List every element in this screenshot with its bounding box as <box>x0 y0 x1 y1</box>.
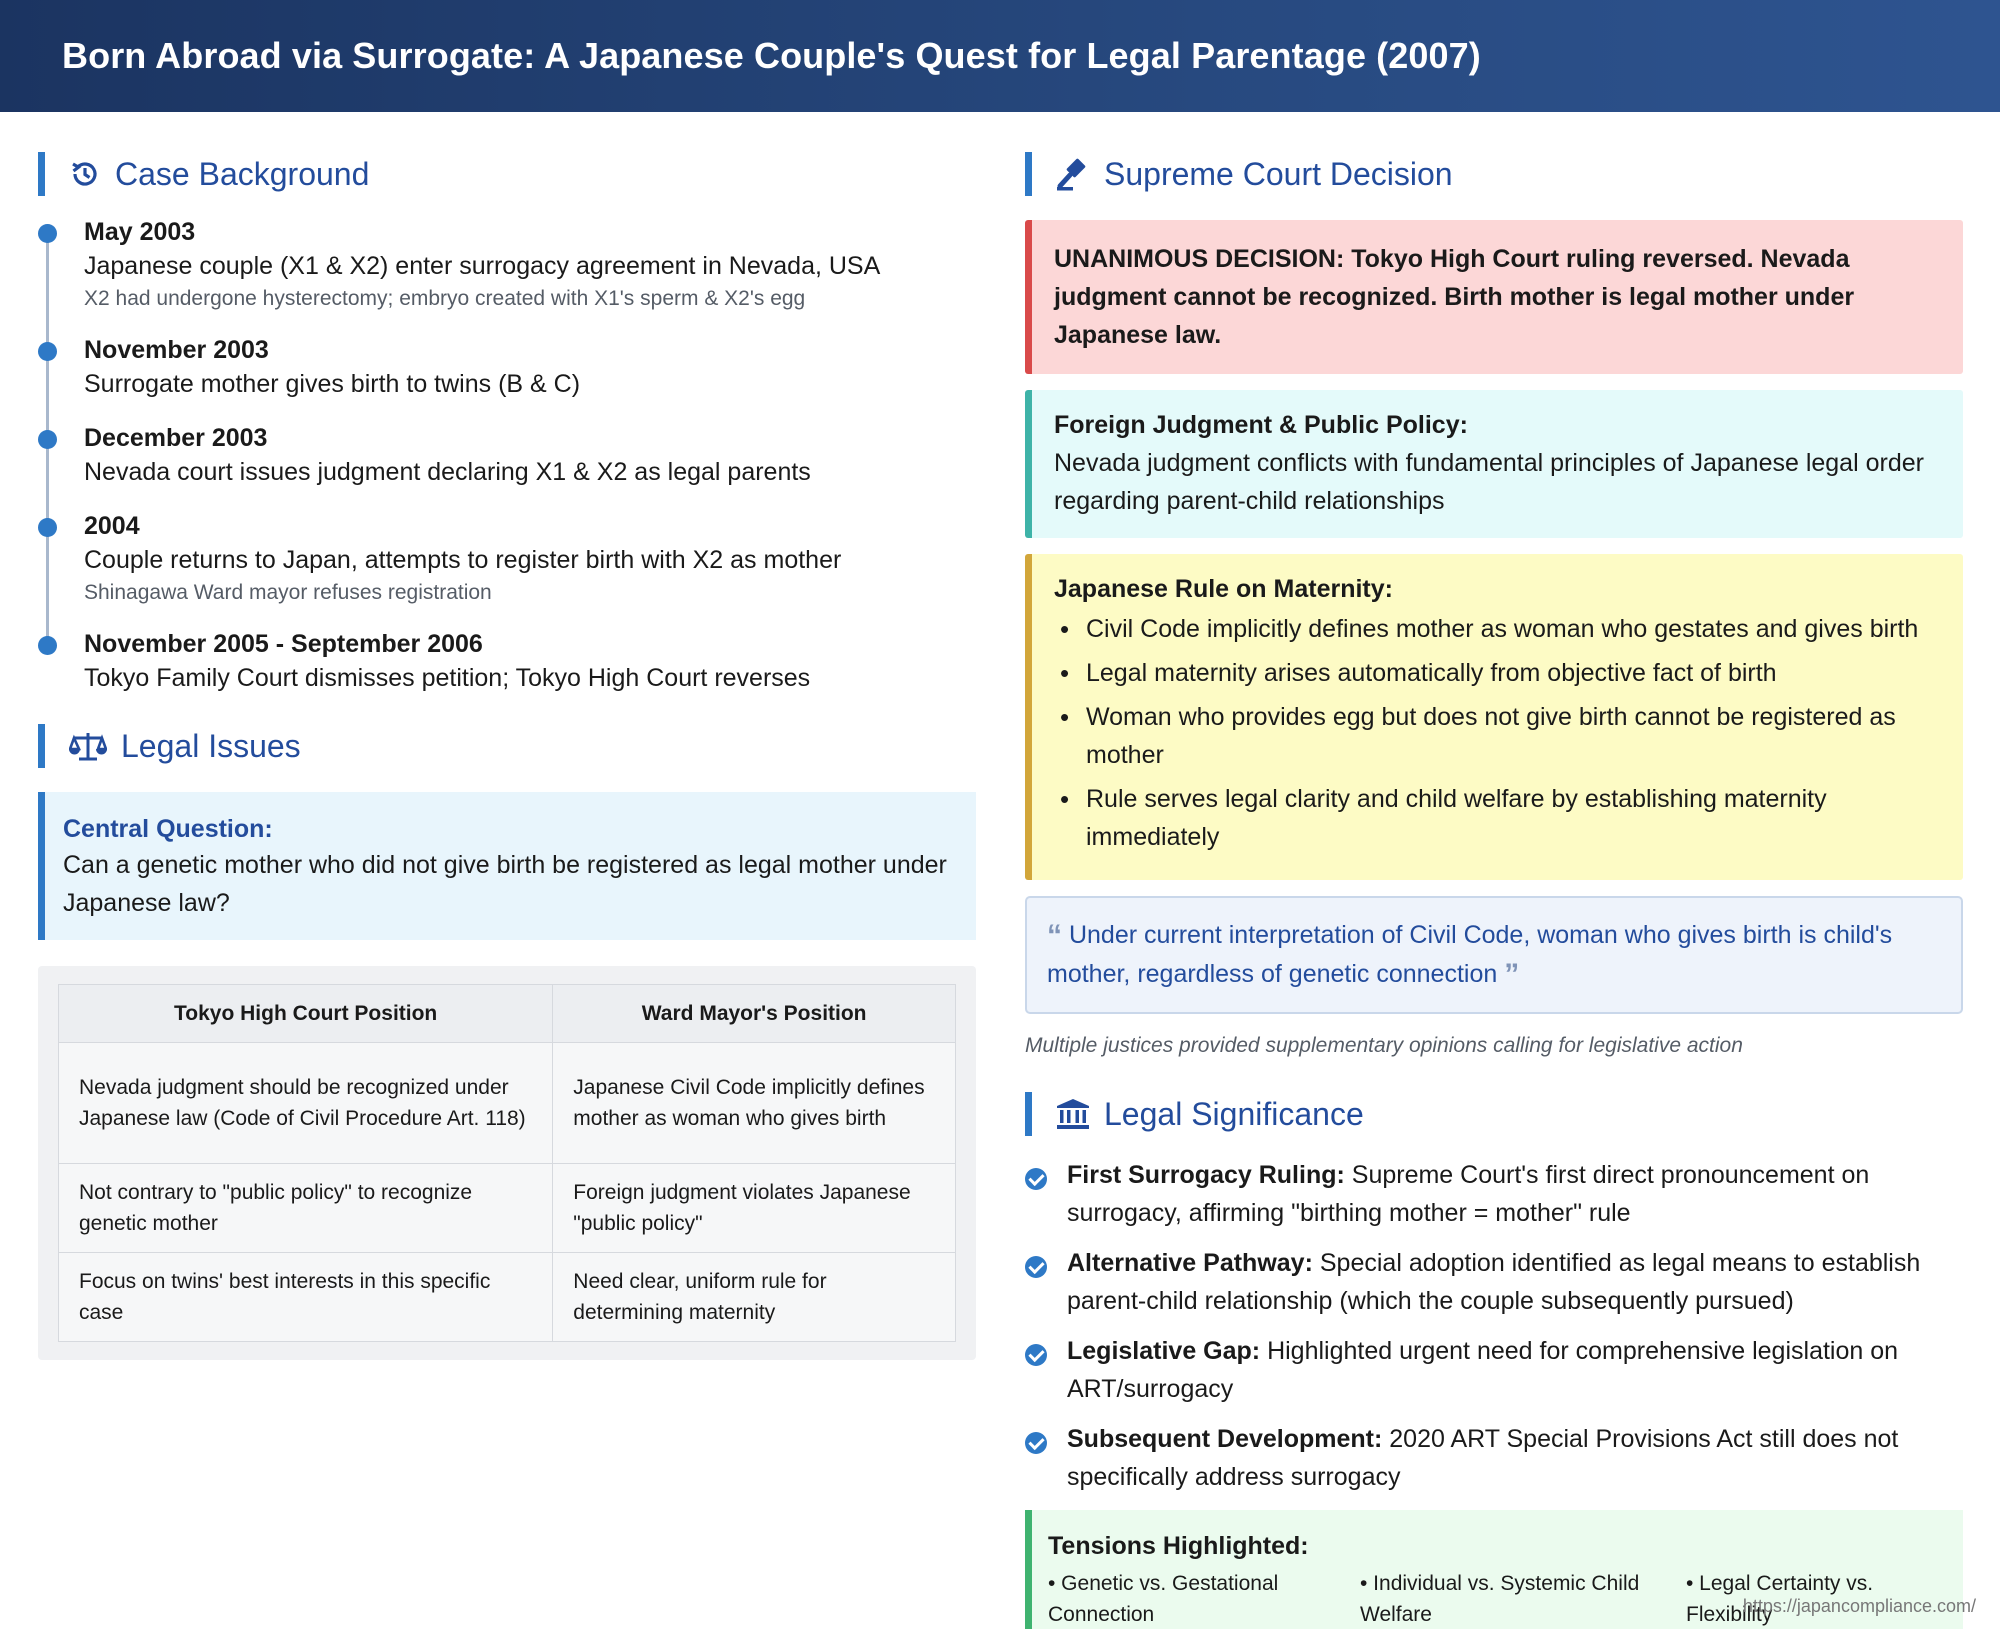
list-item: • Woman who provides egg but does not give birth cannot be registered as mother <box>1054 698 1941 774</box>
significance-label: Alternative Pathway: <box>1067 1249 1313 1277</box>
list-item <box>1025 1244 1963 1320</box>
check-circle-icon <box>1025 1432 1047 1454</box>
timeline-desc: Couple returns to Japan, attempts to register birth with X2 as mother <box>84 546 842 574</box>
supreme-court-title: Supreme Court Decision <box>1104 155 1453 192</box>
list-item: • Civil Code implicitly defines mother as woman who gestates and gives birth <box>1054 610 1941 648</box>
quote-text: Under current interpretation of Civil Code, woman who gives birth is child's mother, regardless of genetic connection <box>1047 921 1893 988</box>
supreme-court-heading <box>1025 152 1963 196</box>
maternity-rule-list <box>1054 610 1941 856</box>
timeline-dot <box>38 224 57 243</box>
significance-text: Supreme Court's first direct pronouncement on surrogacy, affirming "birthing mother = mother" rule <box>1067 1161 1870 1227</box>
check-circle-icon <box>1025 1168 1047 1190</box>
foreign-judgment-text: Nevada judgment conflicts with fundamental principles of Japanese legal order regarding parent-child relationships <box>1054 449 1924 515</box>
table-row <box>59 1164 956 1253</box>
timeline-desc: Japanese couple (X1 & X2) enter surrogacy agreement in Nevada, USA <box>84 252 881 280</box>
legal-significance-heading <box>1025 1092 1963 1136</box>
significance-list <box>1025 1156 1963 1496</box>
legal-significance-title: Legal Significance <box>1104 1095 1364 1132</box>
timeline-desc: Nevada court issues judgment declaring X1 & X2 as legal parents <box>84 458 811 486</box>
timeline-date: November 2005 - September 2006 <box>84 630 483 658</box>
history-icon <box>69 158 101 190</box>
footer-url: https://japancompliance.com/ <box>1742 1596 1976 1616</box>
table-cell: Nevada judgment should be recognized under Japanese law (Code of Civil Procedure Art. 118) <box>59 1043 553 1164</box>
list-item: • Rule serves legal clarity and child welfare by establishing maternity immediately <box>1054 780 1941 856</box>
central-question-label: Central Question: <box>63 815 273 843</box>
positions-table-wrapper <box>38 966 976 1360</box>
unanimous-decision-box <box>1025 220 1963 374</box>
case-background-title: Case Background <box>115 155 370 192</box>
timeline-dot <box>38 342 57 361</box>
significance-label: Subsequent Development: <box>1067 1425 1383 1453</box>
list-item <box>1025 1156 1963 1232</box>
significance-label: Legislative Gap: <box>1067 1337 1261 1365</box>
timeline-item <box>84 216 976 314</box>
unanimous-decision-text: UNANIMOUS DECISION: Tokyo High Court ruling reversed. Nevada judgment cannot be recognized. Birth mother is legal mother under Japanese law. <box>1054 245 1855 349</box>
timeline-item <box>84 334 976 402</box>
page-header <box>0 0 2000 112</box>
tension-item: • Individual vs. Systemic Child Welfare <box>1360 1572 1640 1626</box>
timeline-date: May 2003 <box>84 218 196 246</box>
timeline-desc: Tokyo Family Court dismisses petition; Tokyo High Court reverses <box>84 664 811 692</box>
table-cell: Foreign judgment violates Japanese "public policy" <box>553 1164 956 1253</box>
table-cell: Japanese Civil Code implicitly defines mother as woman who gives birth <box>553 1043 956 1164</box>
tensions-label: Tensions Highlighted: <box>1048 1532 1309 1560</box>
significance-text: 2020 ART Special Provisions Act still does not specifically address surrogacy <box>1067 1425 1899 1491</box>
timeline-date: November 2003 <box>84 336 269 364</box>
page-title: Born Abroad via Surrogate: A Japanese Couple's Quest for Legal Parentage (2007) <box>62 35 1481 76</box>
central-question-text: Can a genetic mother who did not give birth be registered as legal mother under Japanese law? <box>63 851 947 917</box>
table-header: Ward Mayor's Position <box>553 985 956 1043</box>
list-item <box>1025 1332 1963 1408</box>
check-circle-icon <box>1025 1256 1047 1278</box>
quote-box <box>1025 896 1963 1014</box>
central-question-box <box>38 792 976 940</box>
maternity-rule-label: Japanese Rule on Maternity: <box>1054 575 1393 603</box>
timeline-item <box>84 510 976 608</box>
supplementary-note: Multiple justices provided supplementary opinions calling for legislative action <box>1025 1034 1743 1057</box>
foreign-judgment-box <box>1025 390 1963 538</box>
significance-label: First Surrogacy Ruling: <box>1067 1161 1345 1189</box>
close-quote-icon: ” <box>1504 958 1520 991</box>
table-cell: Need clear, uniform rule for determining maternity <box>553 1253 956 1342</box>
significance-text: Special adoption identified as legal means to establish parent-child relationship (which the couple subsequently pursued) <box>1067 1249 1921 1315</box>
table-header: Tokyo High Court Position <box>59 985 553 1043</box>
timeline-date: 2004 <box>84 512 140 540</box>
table-row <box>59 1253 956 1342</box>
table-row <box>59 1043 956 1164</box>
table-cell: Not contrary to "public policy" to recognize genetic mother <box>59 1164 553 1253</box>
tension-item: • Legal Certainty vs. Flexibility <box>1686 1572 1874 1626</box>
case-background-heading <box>38 152 976 196</box>
foreign-judgment-label: Foreign Judgment & Public Policy: <box>1054 411 1468 439</box>
timeline-note: X2 had undergone hysterectomy; embryo created with X1's sperm & X2's egg <box>84 287 806 310</box>
gavel-icon <box>1056 157 1090 191</box>
legal-issues-title: Legal Issues <box>121 727 301 764</box>
table-cell: Focus on twins' best interests in this specific case <box>59 1253 553 1342</box>
timeline-date: December 2003 <box>84 424 268 452</box>
significance-text: Highlighted urgent need for comprehensive legislation on ART/surrogacy <box>1067 1337 1899 1403</box>
timeline-dot <box>38 518 57 537</box>
open-quote-icon: “ <box>1047 919 1062 952</box>
check-circle-icon <box>1025 1344 1047 1366</box>
timeline-note: Shinagawa Ward mayor refuses registration <box>84 581 492 604</box>
scale-icon <box>69 730 107 762</box>
timeline <box>38 216 976 696</box>
timeline-dot <box>38 430 57 449</box>
left-column <box>38 112 976 1360</box>
timeline-desc: Surrogate mother gives birth to twins (B & C) <box>84 370 581 398</box>
list-item: • Legal maternity arises automatically from objective fact of birth <box>1054 654 1941 692</box>
right-column <box>1025 112 1963 1629</box>
courthouse-icon <box>1056 1098 1090 1130</box>
tension-item: • Genetic vs. Gestational Connection <box>1048 1572 1279 1626</box>
positions-table <box>58 984 956 1342</box>
legal-issues-heading <box>38 724 976 768</box>
timeline-dot <box>38 636 57 655</box>
list-item <box>1025 1420 1963 1496</box>
timeline-item <box>84 628 976 696</box>
maternity-rule-box <box>1025 554 1963 880</box>
timeline-item <box>84 422 976 490</box>
